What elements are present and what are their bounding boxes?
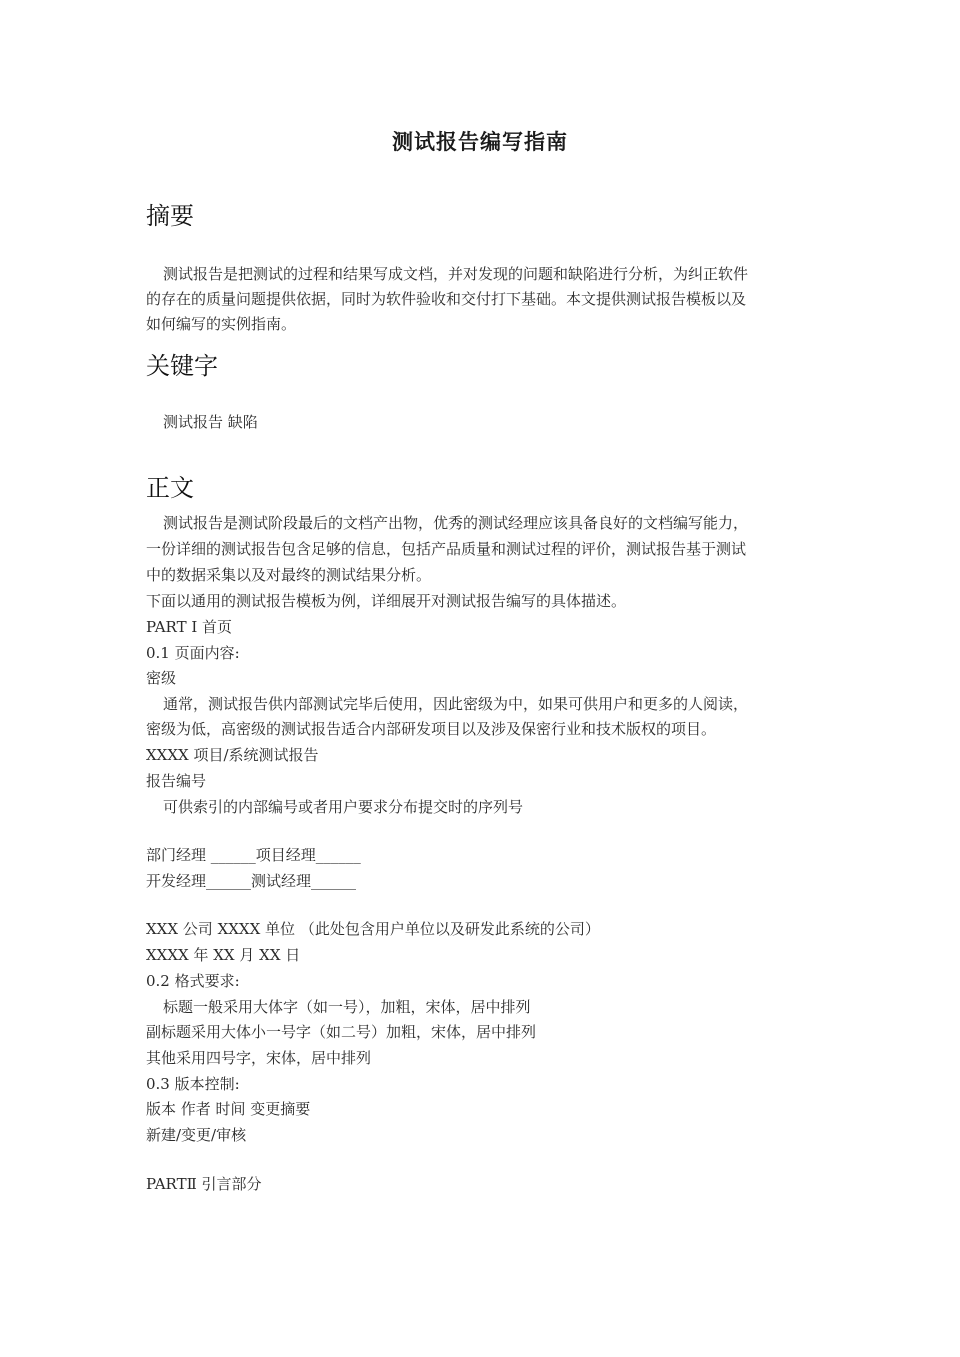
format-line-3: 其他采用四号字，宋体，居中排列 — [146, 1049, 372, 1067]
keywords-heading: 关键字 — [146, 352, 218, 380]
format-line-1: 标题一般采用大体字（如一号），加粗，宋体，居中排列 — [163, 998, 531, 1016]
body-heading: 正文 — [146, 474, 194, 502]
part1-heading: PART Ⅰ 首页 — [146, 618, 233, 636]
company-line: XXX 公司 XXXX 单位 （此处包含用户单位以及研发此系统的公司） — [146, 920, 600, 938]
abstract-line-3: 如何编写的实例指南。 — [146, 315, 297, 333]
sign-line-2: 开发经理______测试经理______ — [146, 872, 357, 890]
abstract-heading: 摘要 — [146, 202, 194, 230]
document-title: 测试报告编写指南 — [392, 129, 568, 154]
abstract-line-1: 测试报告是把测试的过程和结果写成文档，并对发现的问题和缺陷进行分析，为纠正软件 — [163, 265, 749, 283]
version-row: 新建/变更/审核 — [146, 1126, 247, 1144]
secret-line-2: 密级为低，高密级的测试报告适合内部研发项目以及涉及保密行业和技术版权的项目。 — [146, 720, 717, 738]
report-no-label: 报告编号 — [146, 772, 207, 790]
project-line: XXXX 项目/系统测试报告 — [146, 746, 319, 764]
keywords-text: 测试报告 缺陷 — [163, 413, 258, 431]
secret-label: 密级 — [146, 669, 177, 687]
body-intro-line-4: 下面以通用的测试报告模板为例，详细展开对测试报告编写的具体描述。 — [146, 592, 627, 610]
body-intro-line-2: 一份详细的测试报告包含足够的信息，包括产品质量和测试过程的评价，测试报告基于测试 — [146, 540, 747, 558]
body-intro-line-3: 中的数据采集以及对最终的测试结果分析。 — [146, 566, 432, 584]
date-line: XXXX 年 XX 月 XX 日 — [146, 946, 301, 964]
body-intro-line-1: 测试报告是测试阶段最后的文档产出物，优秀的测试经理应该具备良好的文档编写能力， — [163, 514, 749, 532]
section-0-1: 0.1 页面内容: — [146, 644, 240, 662]
version-header: 版本 作者 时间 变更摘要 — [146, 1100, 311, 1118]
secret-line-1: 通常，测试报告供内部测试完毕后使用，因此密级为中，如果可供用户和更多的人阅读， — [163, 695, 749, 713]
part2-heading: PARTⅡ 引言部分 — [146, 1175, 262, 1193]
format-line-2: 副标题采用大体小一号字（如二号）加粗，宋体，居中排列 — [146, 1023, 537, 1041]
section-0-3: 0.3 版本控制: — [146, 1075, 240, 1093]
sign-line-1: 部门经理 ______项目经理______ — [146, 846, 361, 864]
report-no-text: 可供索引的内部编号或者用户要求分布提交时的序列号 — [163, 798, 524, 816]
abstract-line-2: 的存在的质量问题提供依据，同时为软件验收和交付打下基础。本文提供测试报告模板以及 — [146, 290, 747, 308]
section-0-2: 0.2 格式要求: — [146, 972, 240, 990]
